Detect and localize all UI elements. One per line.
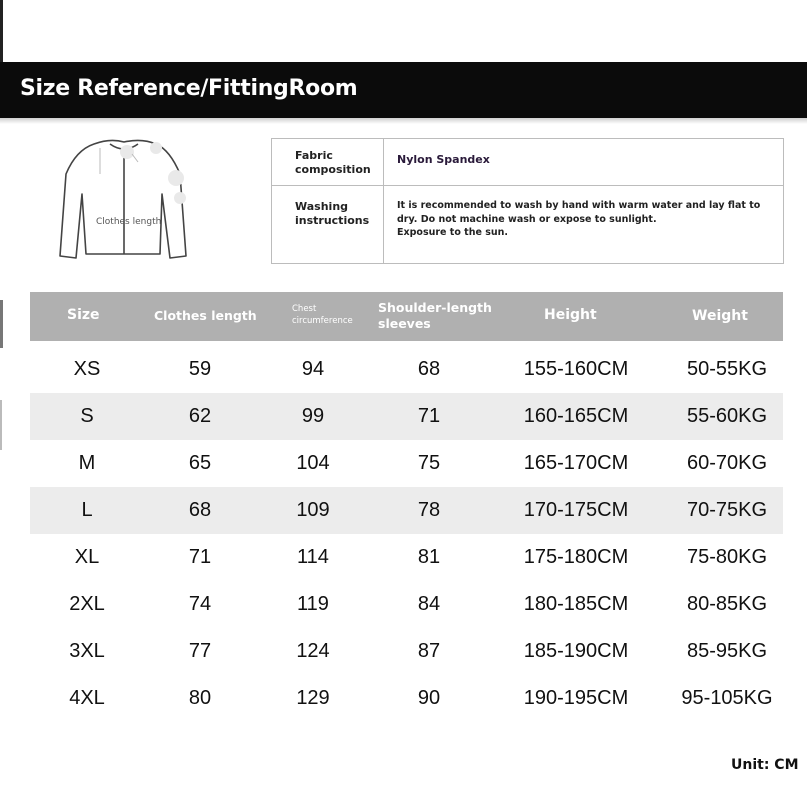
header-weight: Weight (692, 308, 748, 324)
cell-weight: 95-105KG (681, 687, 773, 709)
unit-note: Unit: CM (731, 757, 799, 773)
cell-chest: 99 (301, 405, 325, 427)
table-row (30, 581, 783, 628)
header-size: Size (67, 307, 100, 323)
cell-weight: 85-95KG (686, 640, 768, 662)
cell-sleeve: 84 (417, 593, 441, 615)
table-row (30, 393, 783, 440)
cell-chest: 109 (296, 499, 330, 521)
left-edge-mark (0, 400, 2, 450)
cell-size: M (78, 452, 96, 474)
cell-height: 170-175CM (523, 499, 629, 521)
cell-height: 190-195CM (523, 687, 629, 709)
header-shadow (0, 118, 807, 124)
cell-sleeve: 78 (417, 499, 441, 521)
fabric-row (272, 139, 783, 186)
cell-size: 4XL (69, 687, 105, 709)
cell-sleeve: 71 (417, 405, 441, 427)
cell-height: 160-165CM (523, 405, 629, 427)
cell-height: 165-170CM (523, 452, 629, 474)
cell-size: XL (74, 546, 100, 568)
cell-chest: 94 (301, 358, 325, 380)
left-edge-mark (0, 300, 3, 348)
cell-clothes-length: 77 (188, 640, 212, 662)
cell-sleeve: 90 (417, 687, 441, 709)
cell-chest: 114 (297, 546, 329, 568)
page-title: Size Reference/FittingRoom (20, 76, 358, 101)
table-row (30, 487, 783, 534)
cell-weight: 60-70KG (686, 452, 768, 474)
cell-chest: 129 (296, 687, 330, 709)
cell-height: 175-180CM (523, 546, 629, 568)
cell-size: 3XL (69, 640, 105, 662)
cell-sleeve: 75 (417, 452, 441, 474)
header-sleeve: Shoulder-length sleeves (378, 300, 492, 331)
fabric-label: Fabric composition (295, 149, 371, 176)
page-header (0, 62, 807, 118)
cell-height: 185-190CM (523, 640, 629, 662)
cell-chest: 119 (297, 593, 329, 615)
cell-sleeve: 68 (417, 358, 441, 380)
cell-clothes-length: 65 (188, 452, 212, 474)
cell-weight: 75-80KG (686, 546, 768, 568)
cell-weight: 50-55KG (686, 358, 768, 380)
cell-clothes-length: 62 (188, 405, 212, 427)
table-row (30, 628, 783, 675)
fabric-value: Nylon Spandex (397, 153, 490, 166)
cell-weight: 80-85KG (686, 593, 768, 615)
cell-chest: 124 (296, 640, 330, 662)
cell-clothes-length: 59 (188, 358, 212, 380)
cell-size: S (80, 405, 94, 427)
header-chest: Chest circumference (292, 304, 353, 326)
cell-height: 155-160CM (523, 358, 629, 380)
header-clothes-length: Clothes length (154, 308, 257, 323)
cell-clothes-length: 80 (188, 687, 212, 709)
cell-chest: 104 (296, 452, 330, 474)
washing-row (272, 186, 783, 264)
cell-clothes-length: 71 (188, 546, 212, 568)
cell-clothes-length: 74 (188, 593, 212, 615)
cell-weight: 70-75KG (686, 499, 768, 521)
cell-clothes-length: 68 (188, 499, 212, 521)
table-row (30, 346, 783, 393)
cell-height: 180-185CM (523, 593, 629, 615)
washing-value: It is recommended to wash by hand with warm water and lay flat to dry. Do not machine wash or expose to sunlight. Exposure to the sun. (397, 200, 761, 238)
cell-size: XS (73, 358, 101, 380)
size-table-header (30, 292, 783, 341)
cell-weight: 55-60KG (686, 405, 768, 427)
cell-sleeve: 81 (417, 546, 441, 568)
top-edge-rule (0, 0, 3, 62)
clothes-length-label: Clothes length (96, 217, 162, 227)
table-row (30, 534, 783, 581)
washing-label: Washing instructions (295, 200, 370, 227)
jacket-diagram (52, 134, 232, 264)
table-row (30, 675, 783, 722)
cell-size: L (81, 499, 93, 521)
header-height: Height (544, 307, 597, 323)
cell-sleeve: 87 (417, 640, 441, 662)
cell-size: 2XL (69, 593, 105, 615)
table-row (30, 440, 783, 487)
product-info-table (271, 138, 784, 264)
